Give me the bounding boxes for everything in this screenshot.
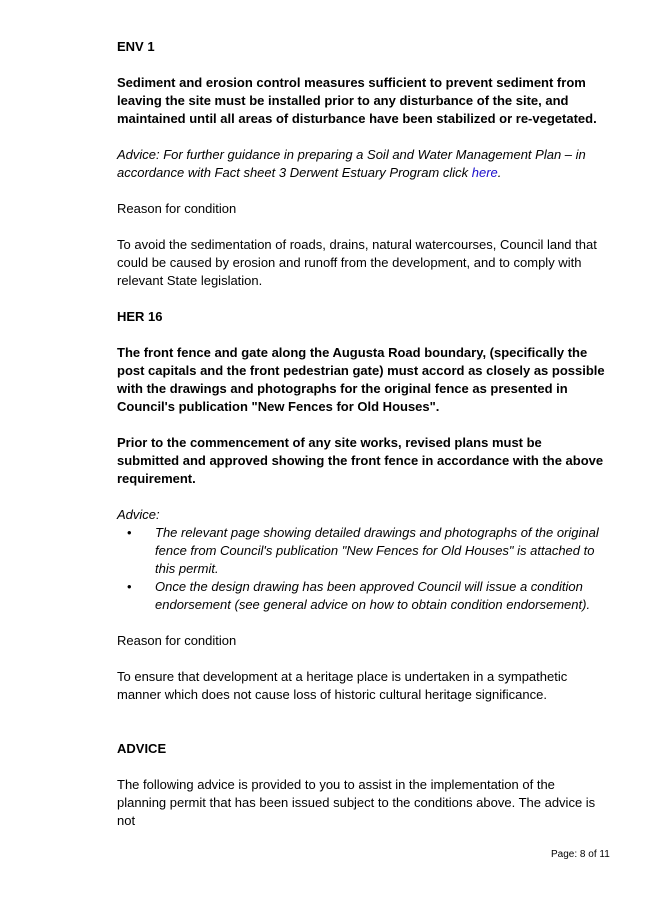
env1-reason-label: Reason for condition: [117, 201, 237, 216]
advice-heading: ADVICE: [117, 741, 167, 756]
env1-heading: ENV 1: [117, 39, 155, 54]
env1-reason-text: To avoid the sedimentation of roads, drains, natural watercourses, Council land that could be caused by erosion and runoff from the development, and to comply with relevant State legislation.: [117, 237, 597, 288]
her16-condition-2: Prior to the commencement of any site works, revised plans must be submitted and approved showing the front fence in accordance with the above requirement.: [117, 435, 604, 486]
her16-advice-list: [117, 524, 607, 614]
her16-condition-1: The front fence and gate along the Augusta Road boundary, (specifically the post capitals and the front pedestrian gate) must accord as closely as possible with the drawings and photographs for the original fence as presented in Council's publication "New Fences for Old Houses".: [117, 345, 605, 414]
bullet-icon: •: [127, 579, 132, 594]
env1-advice-end: .: [497, 165, 502, 180]
env1-condition: Sediment and erosion control measures sufficient to prevent sediment from leaving the site must be installed prior to any disturbance of the site, and maintained until all areas of disturbance have been stabilized or re-vegetated.: [117, 75, 597, 126]
list-item: [117, 524, 607, 578]
bullet-icon: •: [127, 525, 132, 540]
advice-item-text: The relevant page showing detailed drawings and photographs of the original fence from Council's publication "New Fences for Old Houses" is attached to this permit.: [155, 525, 599, 576]
advice-intro: The following advice is provided to you to assist in the implementation of the planning permit that has been issued subject to the conditions above. The advice is not: [117, 777, 596, 828]
her16-reason-text: To ensure that development at a heritage place is undertaken in a sympathetic manner which does not cause loss of historic cultural heritage significance.: [117, 669, 568, 702]
page-number: Page: 8 of 11: [551, 849, 610, 860]
advice-item-text: Once the design drawing has been approved Council will issue a condition endorsement (see general advice on how to obtain condition endorsement).: [155, 579, 591, 612]
document-page: [117, 38, 607, 830]
her16-heading: HER 16: [117, 309, 163, 324]
her16-reason-label: Reason for condition: [117, 633, 237, 648]
list-item: [117, 578, 607, 614]
her16-advice-label: Advice:: [117, 507, 160, 522]
env1-advice-text: Advice: For further guidance in preparing a Soil and Water Management Plan – in accordance with Fact sheet 3 Derwent Estuary Program click: [117, 147, 586, 180]
env1-advice: [117, 146, 607, 182]
env1-advice-link[interactable]: here: [471, 165, 498, 180]
